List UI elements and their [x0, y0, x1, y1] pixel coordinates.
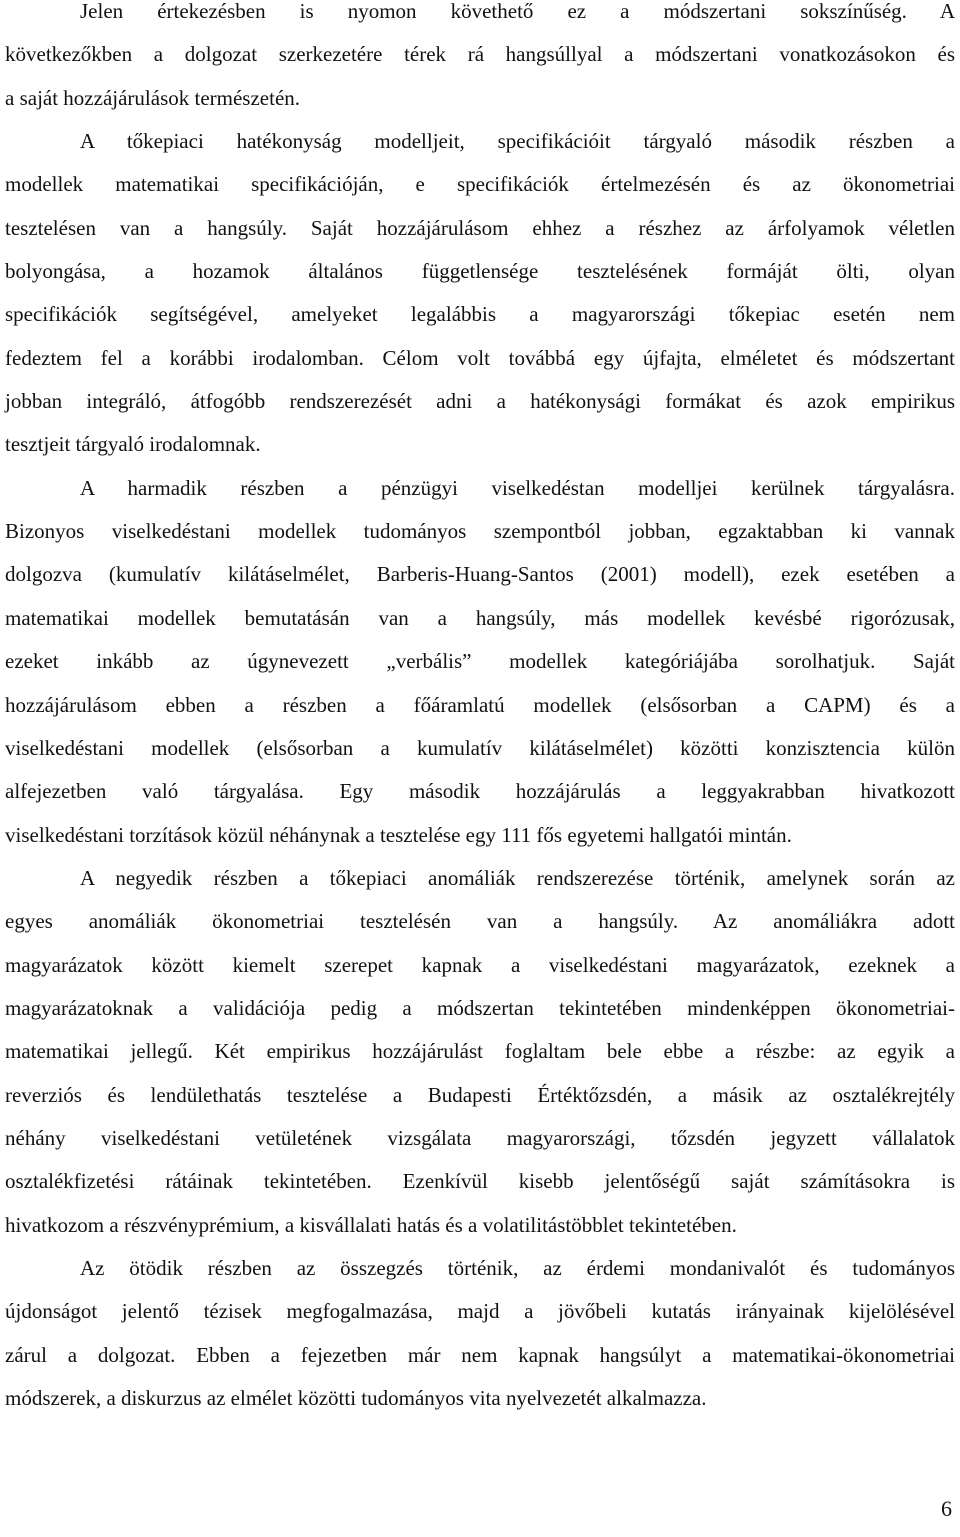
text-line: Jelen értekezésben is nyomon követhető ez a módszertani sokszínűség. A: [80, 0, 955, 23]
text-line: jobban integráló, átfogóbb rendszerezését adni a hatékonysági formákat és azok empirikus: [5, 389, 955, 414]
paragraph: [5, 467, 955, 857]
text-line: A harmadik részben a pénzügyi viselkedéstan modelljei kerülnek tárgyalásra.: [80, 475, 955, 500]
text-line: A negyedik részben a tőkepiaci anomáliák rendszerezése történik, amelynek során az: [80, 865, 955, 890]
text-line: matematikai modellek bemutatásán van a hangsúly, más modellek kevésbé rigorózusak,: [5, 605, 955, 630]
text-line: tesztelésen van a hangsúly. Saját hozzájárulásom ehhez a részhez az árfolyamok véletlen: [5, 215, 955, 240]
text-line: magyarázatok között kiemelt szerepet kapnak a viselkedéstani magyarázatok, ezeknek a: [5, 952, 955, 977]
text-line: következőkben a dolgozat szerkezetére térek rá hangsúllyal a módszertani vonatkozásokon és: [5, 42, 955, 67]
page-number: 6: [941, 1496, 952, 1521]
text-line: specifikációk segítségével, amelyeket legalábbis a magyarországi tőkepiac esetén nem: [5, 302, 955, 327]
paragraph: [5, 1247, 955, 1420]
text-line: ezeket inkább az úgynevezett „verbális” modellek kategóriájába sorolhatjuk. Saját: [5, 649, 955, 674]
text-line: módszerek, a diskurzus az elmélet közötti tudományos vita nyelvezetét alkalmazza.: [5, 1386, 707, 1410]
text-line: tesztjeit tárgyaló irodalomnak.: [5, 432, 261, 457]
text-line: újdonságot jelentő tézisek megfogalmazása, majd a jövőbeli kutatás irányainak kijelölésével: [5, 1299, 955, 1324]
text-line: dolgozva (kumulatív kilátáselmélet, Barberis-Huang-Santos (2001) modell), ezek esetében a: [5, 562, 955, 587]
text-line: matematikai jellegű. Két empirikus hozzájárulást foglaltam bele ebbe a részbe: az egyik a: [5, 1039, 955, 1064]
text-line: hivatkozom a részvényprémium, a kisvállalati hatás és a volatilitástöbblet tekintetében.: [5, 1212, 737, 1237]
paragraph: [5, 0, 955, 120]
text-line: osztalékfizetési rátáinak tekintetében. Ezenkívül kisebb jelentőségű saját számításokra is: [5, 1169, 955, 1194]
text-line: Bizonyos viselkedéstani modellek tudományos szempontból jobban, egzaktabban ki vannak: [5, 519, 955, 544]
text-line: modellek matematikai specifikációján, e specifikációk értelmezésén és az ökonometriai: [5, 172, 955, 197]
text-line: a saját hozzájárulások természetén.: [5, 85, 301, 110]
text-line: néhány viselkedéstani vetületének vizsgálata magyarországi, tőzsdén jegyzett vállalatok: [5, 1125, 955, 1150]
text-line: alfejezetben való tárgyalása. Egy második hozzájárulás a leggyakrabban hivatkozott: [5, 779, 955, 804]
text-line: fedeztem fel a korábbi irodalomban. Célom volt továbbá egy újfajta, elméletet és módszertant: [5, 345, 955, 370]
text-line: A tőkepiaci hatékonyság modelljeit, specifikációit tárgyaló második részben a: [80, 129, 955, 154]
text-line: magyarázatoknak a validációja pedig a módszertan tekintetében mindenképpen ökonometriai-: [5, 995, 955, 1020]
text-line: viselkedéstani torzítások közül néhánynak a tesztelése egy 111 fős egyetemi hallgatói mintán.: [5, 822, 792, 847]
paragraph: [5, 120, 955, 467]
text-line: hozzájárulásom ebben a részben a főáramlatú modellek (elsősorban a CAPM) és a: [5, 692, 955, 717]
text-line: reverziós és lendülethatás tesztelése a Budapesti Értéktőzsdén, a másik az osztalékrejtély: [5, 1082, 955, 1107]
document-body: [5, 0, 955, 1420]
text-line: Az ötödik részben az összegzés történik, az érdemi mondanivalót és tudományos: [80, 1255, 955, 1280]
text-line: egyes anomáliák ökonometriai tesztelésén van a hangsúly. Az anomáliákra adott: [5, 909, 955, 934]
text-line: zárul a dolgozat. Ebben a fejezetben már nem kapnak hangsúlyt a matematikai-ökonometriai: [5, 1342, 955, 1367]
paragraph-container: [5, 0, 955, 1420]
paragraph: [5, 857, 955, 1247]
text-line: viselkedéstani modellek (elsősorban a kumulatív kilátáselmélet) közötti konzisztencia külön: [5, 735, 955, 760]
text-line: bolyongása, a hozamok általános függetlensége tesztelésének formáját ölti, olyan: [5, 259, 955, 284]
